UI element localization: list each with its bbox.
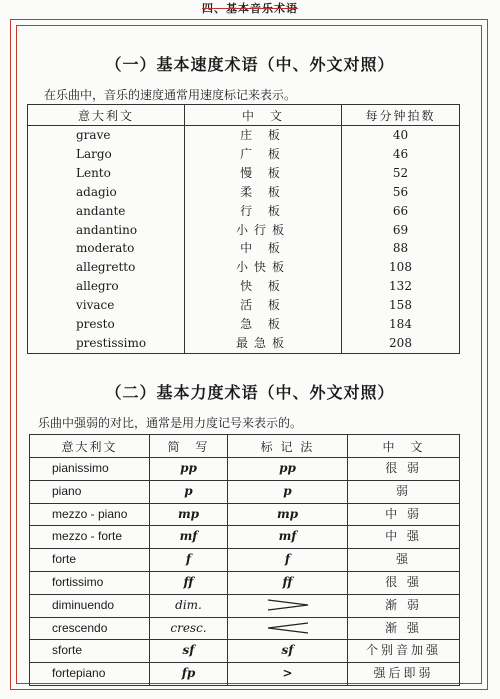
table-row bbox=[30, 663, 460, 686]
notation-symbol: p bbox=[228, 480, 348, 503]
column-header: 意大利文 bbox=[30, 435, 150, 458]
italian-term: sforte bbox=[30, 640, 150, 663]
italian-term: piano bbox=[30, 480, 150, 503]
chinese-term: 很 弱 bbox=[348, 458, 460, 481]
chinese-term: 中 强 bbox=[348, 526, 460, 549]
table-row bbox=[30, 480, 460, 503]
column-header: 标 记 法 bbox=[228, 435, 348, 458]
italian-term: Lento bbox=[28, 164, 185, 183]
table-row bbox=[30, 549, 460, 572]
italian-term: presto bbox=[28, 315, 185, 334]
bpm-value: 46 bbox=[342, 145, 460, 164]
notation-symbol: f bbox=[228, 549, 348, 572]
table-row bbox=[28, 258, 460, 277]
italian-term: fortepiano bbox=[30, 663, 150, 686]
abbreviation: f bbox=[150, 549, 228, 572]
chinese-term: 快 板 bbox=[185, 277, 342, 296]
tempo-table-header-row bbox=[28, 105, 460, 126]
table-row bbox=[30, 571, 460, 594]
chinese-term: 庄 板 bbox=[185, 126, 342, 145]
italian-term: fortissimo bbox=[30, 571, 150, 594]
chinese-term: 小快板 bbox=[185, 258, 342, 277]
italian-term: mezzo - piano bbox=[30, 503, 150, 526]
abbreviation: pp bbox=[150, 458, 228, 481]
chinese-term: 很 强 bbox=[348, 571, 460, 594]
chinese-term: 行 板 bbox=[185, 202, 342, 221]
table-row bbox=[30, 594, 460, 617]
chinese-term: 个别音加强 bbox=[348, 640, 460, 663]
italian-term: forte bbox=[30, 549, 150, 572]
dynamics-table bbox=[29, 434, 460, 686]
italian-term: grave bbox=[28, 126, 185, 145]
tempo-table bbox=[27, 104, 460, 354]
italian-term: andantino bbox=[28, 221, 185, 240]
notation-symbol bbox=[228, 594, 348, 617]
italian-term: allegretto bbox=[28, 258, 185, 277]
bpm-value: 184 bbox=[342, 315, 460, 334]
chinese-term: 中 板 bbox=[185, 239, 342, 258]
column-header: 中 文 bbox=[348, 435, 460, 458]
notation-symbol bbox=[228, 617, 348, 640]
bpm-value: 66 bbox=[342, 202, 460, 221]
bpm-value: 158 bbox=[342, 296, 460, 315]
abbreviation: dim. bbox=[150, 594, 228, 617]
bpm-value: 56 bbox=[342, 183, 460, 202]
italian-term: pianissimo bbox=[30, 458, 150, 481]
dynamics-table-header-row bbox=[30, 435, 460, 458]
italian-term: allegro bbox=[28, 277, 185, 296]
chinese-term: 强后即弱 bbox=[348, 663, 460, 686]
chinese-term: 活 板 bbox=[185, 296, 342, 315]
chinese-term: 渐 强 bbox=[348, 617, 460, 640]
abbreviation: ff bbox=[150, 571, 228, 594]
notation-symbol: mf bbox=[228, 526, 348, 549]
italian-term: andante bbox=[28, 202, 185, 221]
table-row bbox=[28, 202, 460, 221]
table-row bbox=[30, 458, 460, 481]
chinese-term: 广 板 bbox=[185, 145, 342, 164]
abbreviation: cresc. bbox=[150, 617, 228, 640]
bpm-value: 40 bbox=[342, 126, 460, 145]
notation-symbol: > bbox=[228, 663, 348, 686]
notation-symbol: ff bbox=[228, 571, 348, 594]
table-row bbox=[28, 126, 460, 145]
bpm-value: 208 bbox=[342, 334, 460, 353]
abbreviation: p bbox=[150, 480, 228, 503]
abbreviation: mf bbox=[150, 526, 228, 549]
chinese-term: 急 板 bbox=[185, 315, 342, 334]
table-row bbox=[28, 221, 460, 240]
chinese-term: 最急板 bbox=[185, 334, 342, 353]
table-row bbox=[28, 164, 460, 183]
table-row bbox=[28, 315, 460, 334]
table-row bbox=[30, 640, 460, 663]
abbreviation: sf bbox=[150, 640, 228, 663]
dynamics-intro: 乐曲中强弱的对比，通常是用力度记号来表示的。 bbox=[38, 416, 303, 430]
chinese-term: 中 弱 bbox=[348, 503, 460, 526]
tempo-section-title: （一）基本速度术语（中、外文对照） bbox=[105, 55, 395, 74]
bpm-value: 52 bbox=[342, 164, 460, 183]
table-row bbox=[28, 296, 460, 315]
chinese-term: 小行板 bbox=[185, 221, 342, 240]
abbreviation: mp bbox=[150, 503, 228, 526]
chinese-term: 强 bbox=[348, 549, 460, 572]
bpm-value: 108 bbox=[342, 258, 460, 277]
italian-term: Largo bbox=[28, 145, 185, 164]
chinese-term: 弱 bbox=[348, 480, 460, 503]
italian-term: crescendo bbox=[30, 617, 150, 640]
notation-symbol: pp bbox=[228, 458, 348, 481]
chinese-term: 柔 板 bbox=[185, 183, 342, 202]
table-row bbox=[30, 526, 460, 549]
tempo-intro: 在乐曲中，音乐的速度通常用速度标记来表示。 bbox=[44, 88, 297, 102]
dynamics-section-title: （二）基本力度术语（中、外文对照） bbox=[105, 383, 395, 402]
bpm-value: 132 bbox=[342, 277, 460, 296]
chinese-term: 慢 板 bbox=[185, 164, 342, 183]
column-header: 意大利文 bbox=[28, 105, 185, 126]
bpm-value: 88 bbox=[342, 239, 460, 258]
table-row bbox=[28, 277, 460, 296]
bpm-value: 69 bbox=[342, 221, 460, 240]
column-header: 简 写 bbox=[150, 435, 228, 458]
italian-term: diminuendo bbox=[30, 594, 150, 617]
diminuendo-hairpin-icon bbox=[267, 599, 309, 611]
table-row bbox=[28, 183, 460, 202]
italian-term: moderato bbox=[28, 239, 185, 258]
notation-symbol: sf bbox=[228, 640, 348, 663]
table-row bbox=[30, 617, 460, 640]
italian-term: vivace bbox=[28, 296, 185, 315]
italian-term: mezzo - forte bbox=[30, 526, 150, 549]
crescendo-hairpin-icon bbox=[267, 622, 309, 634]
abbreviation: fp bbox=[150, 663, 228, 686]
notation-symbol: mp bbox=[228, 503, 348, 526]
table-row bbox=[30, 503, 460, 526]
italian-term: adagio bbox=[28, 183, 185, 202]
column-header: 中 文 bbox=[185, 105, 342, 126]
italian-term: prestissimo bbox=[28, 334, 185, 353]
table-row bbox=[28, 145, 460, 164]
table-row bbox=[28, 334, 460, 353]
page-header: 四、基本音乐术语 bbox=[202, 2, 298, 15]
column-header: 每分钟拍数 bbox=[342, 105, 460, 126]
table-row bbox=[28, 239, 460, 258]
chinese-term: 渐 弱 bbox=[348, 594, 460, 617]
